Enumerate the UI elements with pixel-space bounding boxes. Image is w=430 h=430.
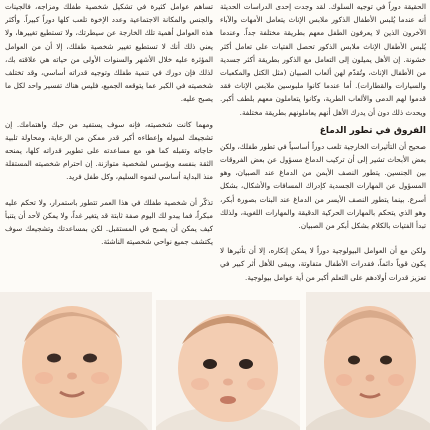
section-heading: الفروق في تطور الدماغ bbox=[319, 125, 426, 136]
right-paragraph-1: الحقيقة دوراً في توجيه السلوك. لقد وجدت إحدى الدراسات الحديثة أنه عندما يُلبس الأطفال الذكور ملابس الإناث يتعامل الأمهات والآباء الآخرون الذين لا يعرفون الطفل معهم بطريقة مختلفة جداً. وعندما يُلبس الأطفال الإناث ملابس الذكور تحصل الفتيات على تعامل أكثر خشونة. إن الأهل يميلون إلى التعامل مع الذكور بطريقة أكثر جسدية من الأطفال الإناث، وتُقدّم لهن ألعاب الصبيان (مثل الكتل والمكعبات والسيارات والقطارات). أما عندما كانوا ملبوسين ملابس الإناث فقد قدموا لهم الدمى والألعاب الطرية، وكانوا يتعاملون معهم بلطف أكبر. ويحدث ذلك دون أن يدرك الأهل أنهم يعاملونهم بطريقة مختلفة. bbox=[220, 2, 426, 117]
left-paragraph-1: تساهم عوامل كثيرة في تشكيل شخصية طفلك ومزاجه، فالجينات والجنس والمكانة الاجتماعية وعدد الإخوة تلعب كلها دوراً كبيراً. وأكثر هذه العوامل أهمية تلك الخارجة عن سيطرتك، ولا تستطيع تغييرها، ولا يعني ذلك أنك لا تستطيع تغيير شخصية طفلك، إلا أن من العوامل المؤثرة عليه خلال الأشهر والسنوات الأولى من حياته هي علاقته بك، لذلك فإن دورك في تنمية طفلك وتوجيه قدراته أساسي، وقد تختلف شخصيته في الكبر عما يتوقعه الجميع، فليس هناك تفسير واحد لكل ما يصبح عليه. bbox=[5, 2, 213, 104]
baby-photo-left bbox=[0, 292, 152, 430]
right-text-column bbox=[220, 0, 426, 292]
left-text-column bbox=[5, 0, 213, 292]
left-paragraph-2: ومهما كانت شخصيته، فإنه سوف يستفيد من حبك واهتمامك. إن تشجيعك لميوله وإعطاءه أكبر قدر ممكن من الرعاية، ومحاولة تلبية حاجاته وتقبله كما هو، مع مساعدته على تطوير قدراته كلها، يمنحه الثقة بنفسه ويؤسس لشخصية متوازنة. إن احترام شخصيته المستقلة منذ البداية أساسي لنموه السليم، وكل طفل فريد. bbox=[5, 119, 213, 182]
baby-image-icon bbox=[306, 292, 430, 430]
right-paragraph-3: ولكن مع أن العوامل البيولوجية دوراً لا يمكن إنكاره، إلا أن تأثيرها لا يكون قوياً دائماً، فقدرات الأطفال متفاوتة، ويبقى للأهل أثر كبير في تعزيز قدرات أولادهم على التعلم أكبر من أية عوامل بيولوجية. bbox=[220, 246, 426, 282]
baby-photo-middle bbox=[156, 300, 300, 430]
baby-photo-strip bbox=[0, 292, 430, 430]
right-paragraph-2: صحيح أن التأثيرات الخارجية تلعب دوراً أساسياً في تطور طفلك، ولكن بعض الأبحاث تشير إلى أن تركيب الدماغ مسؤول عن بعض الفروقات بين الجنسين. يتطور النصف الأيمن من الدماغ عند الصبيان، وهو المسؤول عن المهارات الجسدية كإدراك المسافات والأشكال، بشكل أسرع. بينما يتطور النصف الأيسر من الدماغ عند البنات بصورة أبكر، وهو الذي يتحكم بالمهارات الحركية الدقيقة والمهارات اللغوية، ولذلك تبدأ الفتيات بالكلام بشكل أبكر من الصبيان. bbox=[220, 141, 426, 231]
baby-image-icon bbox=[0, 292, 152, 430]
left-paragraph-3: تذكّر أن شخصية طفلك في هذا العمر تتطور باستمرار، ولا تحكم عليه مبكراً، فما يبدو لك اليوم صفة ثابتة قد يتغير غداً، ولا يمكن لأحد أن يتنبأ كيف يمكن أن يصبح في المستقبل. لكن بمساعدتك وتشجيعك سوف يكتشف جميع نواحي شخصيته الناشئة. bbox=[5, 197, 213, 247]
baby-image-icon bbox=[156, 300, 300, 430]
baby-photo-right bbox=[306, 292, 430, 430]
